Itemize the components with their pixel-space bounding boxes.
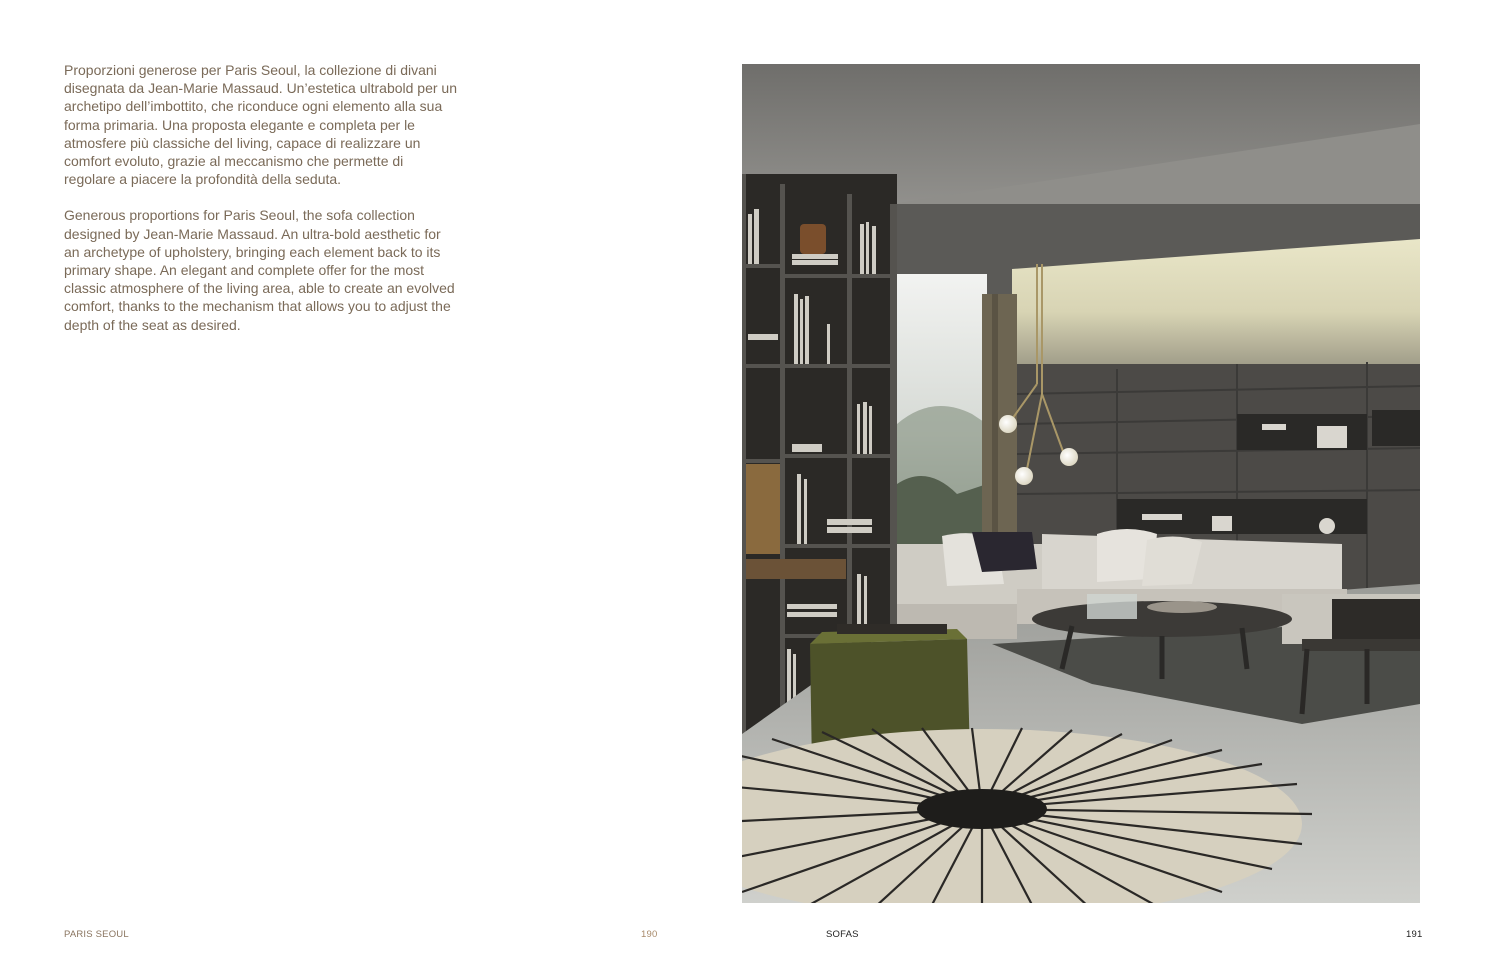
living-room-photo xyxy=(742,64,1420,903)
page-number-left: 190 xyxy=(641,929,658,940)
page-number-right: 191 xyxy=(1406,929,1423,940)
description-english: Generous proportions for Paris Seoul, the sofa collection designed by Jean-Marie Massaud. An ultra-bold aesthetic for an archetype of upholstery, bringing each element back to its primary shape. An elegant and complete offer for the most classic atmosphere of the living area, able to create an evolved comfort, thanks to the mechanism that allows you to adjust the depth of the seat as desired. xyxy=(64,207,455,333)
description-italian: Proporzioni generose per Paris Seoul, la collezione di divani disegnata da Jean-Marie Massaud. Un’estetica ultrabold per un archetipo dell’imbottito, che riconduce ogni elemento alla sua forma primaria. Una proposta elegante e completa per le atmosfere più classiche del living, capace di realizzare un comfort evoluto, grazie al meccanismo che permette di regolare a piacere la profondità della seduta. xyxy=(64,62,458,188)
footer-collection-name: PARIS SEOUL xyxy=(64,929,129,940)
description-text-block xyxy=(64,61,458,352)
footer-section-name: SOFAS xyxy=(826,929,859,940)
